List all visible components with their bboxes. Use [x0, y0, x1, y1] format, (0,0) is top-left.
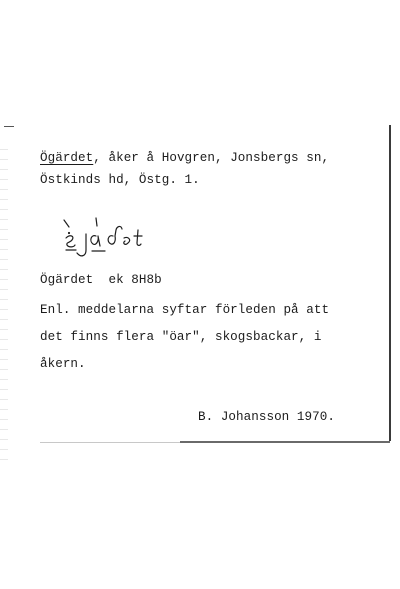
card-bottom-edge: [180, 441, 390, 443]
phonetic-handwriting: [64, 218, 142, 256]
card-right-edge: [389, 125, 391, 441]
map-reference: Ögärdet ek 8H8b: [40, 273, 162, 287]
explanation-line-2: det finns flera "öar", skogsbackar, i: [40, 330, 322, 344]
heading-rest: , åker å Hovgren, Jonsbergs sn,: [93, 151, 330, 165]
heading-line-2: Östkinds hd, Östg. 1.: [40, 173, 200, 187]
card-bottom-edge-faint: [40, 442, 180, 443]
explanation-line-3: åkern.: [40, 357, 86, 371]
explanation-line-1: Enl. meddelarna syftar förleden på att: [40, 303, 330, 317]
signature: B. Johansson 1970.: [198, 410, 335, 424]
place-name: Ögärdet: [40, 151, 94, 165]
